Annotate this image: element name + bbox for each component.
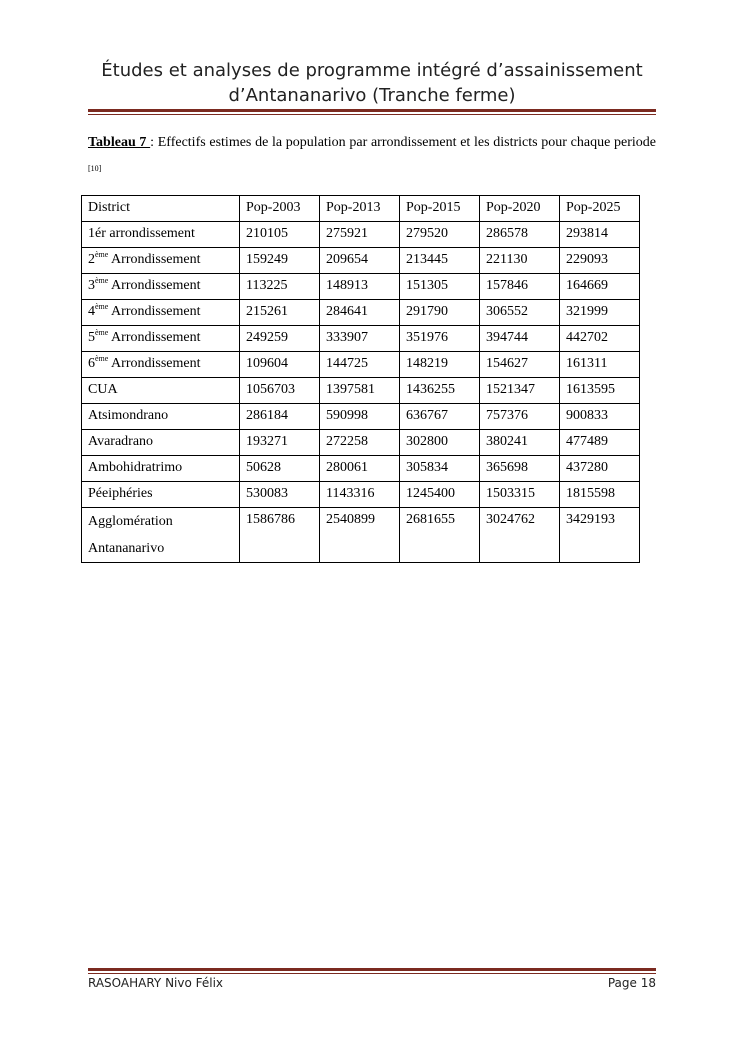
district-cell: Ambohidratrimo (82, 456, 240, 482)
value-cell: 275921 (320, 222, 400, 248)
district-cell: Agglomération Antananarivo (82, 508, 240, 563)
value-cell: 2681655 (400, 508, 480, 563)
value-cell: 286578 (480, 222, 560, 248)
header-cell: Pop-2025 (560, 196, 640, 222)
page-header-title (88, 58, 656, 108)
value-cell: 210105 (240, 222, 320, 248)
district-cell: 3ème Arrondissement (82, 274, 240, 300)
caption-reference: [10] (88, 164, 102, 173)
value-cell: 1521347 (480, 378, 560, 404)
footer-rule-thin (88, 973, 656, 974)
value-cell: 293814 (560, 222, 640, 248)
value-cell: 213445 (400, 248, 480, 274)
value-cell: 590998 (320, 404, 400, 430)
value-cell: 157846 (480, 274, 560, 300)
value-cell: 1503315 (480, 482, 560, 508)
table-row (82, 430, 640, 456)
caption-label: Tableau 7 (88, 135, 151, 150)
value-cell: 144725 (320, 352, 400, 378)
value-cell: 159249 (240, 248, 320, 274)
table-row (82, 274, 640, 300)
table-row (82, 378, 640, 404)
value-cell: 280061 (320, 456, 400, 482)
value-cell: 1397581 (320, 378, 400, 404)
value-cell: 221130 (480, 248, 560, 274)
table-row (82, 352, 640, 378)
value-cell: 154627 (480, 352, 560, 378)
value-cell: 302800 (400, 430, 480, 456)
header-rule-thin (88, 114, 656, 115)
header-rule-thick (88, 109, 656, 112)
value-cell: 636767 (400, 404, 480, 430)
value-cell: 272258 (320, 430, 400, 456)
table-row (82, 404, 640, 430)
value-cell: 757376 (480, 404, 560, 430)
value-cell: 113225 (240, 274, 320, 300)
value-cell: 161311 (560, 352, 640, 378)
value-cell: 1245400 (400, 482, 480, 508)
table-row (82, 508, 640, 563)
table-row (82, 300, 640, 326)
value-cell: 193271 (240, 430, 320, 456)
value-cell: 437280 (560, 456, 640, 482)
value-cell: 333907 (320, 326, 400, 352)
district-cell: 4ème Arrondissement (82, 300, 240, 326)
header-cell: Pop-2015 (400, 196, 480, 222)
district-cell: Avaradrano (82, 430, 240, 456)
value-cell: 305834 (400, 456, 480, 482)
table-row (82, 222, 640, 248)
table-header-row (82, 196, 640, 222)
value-cell: 1143316 (320, 482, 400, 508)
header-title-line1: Études et analyses de programme intégré d’assainissement (101, 60, 643, 81)
value-cell: 380241 (480, 430, 560, 456)
value-cell: 900833 (560, 404, 640, 430)
header-title-line2: d’Antananarivo (Tranche ferme) (228, 85, 516, 106)
population-table (81, 195, 640, 563)
value-cell: 50628 (240, 456, 320, 482)
value-cell: 442702 (560, 326, 640, 352)
header-cell: District (82, 196, 240, 222)
value-cell: 148219 (400, 352, 480, 378)
value-cell: 1613595 (560, 378, 640, 404)
value-cell: 477489 (560, 430, 640, 456)
value-cell: 321999 (560, 300, 640, 326)
district-cell: 1ér arrondissement (82, 222, 240, 248)
value-cell: 351976 (400, 326, 480, 352)
value-cell: 148913 (320, 274, 400, 300)
header-cell: Pop-2020 (480, 196, 560, 222)
value-cell: 3429193 (560, 508, 640, 563)
value-cell: 109604 (240, 352, 320, 378)
value-cell: 164669 (560, 274, 640, 300)
value-cell: 1056703 (240, 378, 320, 404)
value-cell: 1586786 (240, 508, 320, 563)
value-cell: 365698 (480, 456, 560, 482)
value-cell: 279520 (400, 222, 480, 248)
district-cell: 5ème Arrondissement (82, 326, 240, 352)
footer-author: RASOAHARY Nivo Félix (88, 976, 224, 990)
header-cell: Pop-2003 (240, 196, 320, 222)
footer-rule-thick (88, 968, 656, 971)
table-caption (88, 130, 656, 187)
value-cell: 1436255 (400, 378, 480, 404)
value-cell: 306552 (480, 300, 560, 326)
value-cell: 1815598 (560, 482, 640, 508)
header-cell: Pop-2013 (320, 196, 400, 222)
value-cell: 394744 (480, 326, 560, 352)
footer-page-number: Page 18 (607, 976, 656, 990)
table-row (82, 482, 640, 508)
value-cell: 3024762 (480, 508, 560, 563)
value-cell: 215261 (240, 300, 320, 326)
value-cell: 286184 (240, 404, 320, 430)
district-cell: 6ème Arrondissement (82, 352, 240, 378)
value-cell: 229093 (560, 248, 640, 274)
value-cell: 530083 (240, 482, 320, 508)
value-cell: 291790 (400, 300, 480, 326)
district-cell: Péeiphéries (82, 482, 240, 508)
value-cell: 209654 (320, 248, 400, 274)
table-row (82, 248, 640, 274)
value-cell: 151305 (400, 274, 480, 300)
value-cell: 249259 (240, 326, 320, 352)
district-cell: 2ème Arrondissement (82, 248, 240, 274)
district-cell: Atsimondrano (82, 404, 240, 430)
value-cell: 284641 (320, 300, 400, 326)
district-cell: CUA (82, 378, 240, 404)
value-cell: 2540899 (320, 508, 400, 563)
table-row (82, 326, 640, 352)
table-row (82, 456, 640, 482)
caption-text: : Effectifs estimes de la population par arrondissement et les districts pour chaque periode (150, 135, 656, 150)
